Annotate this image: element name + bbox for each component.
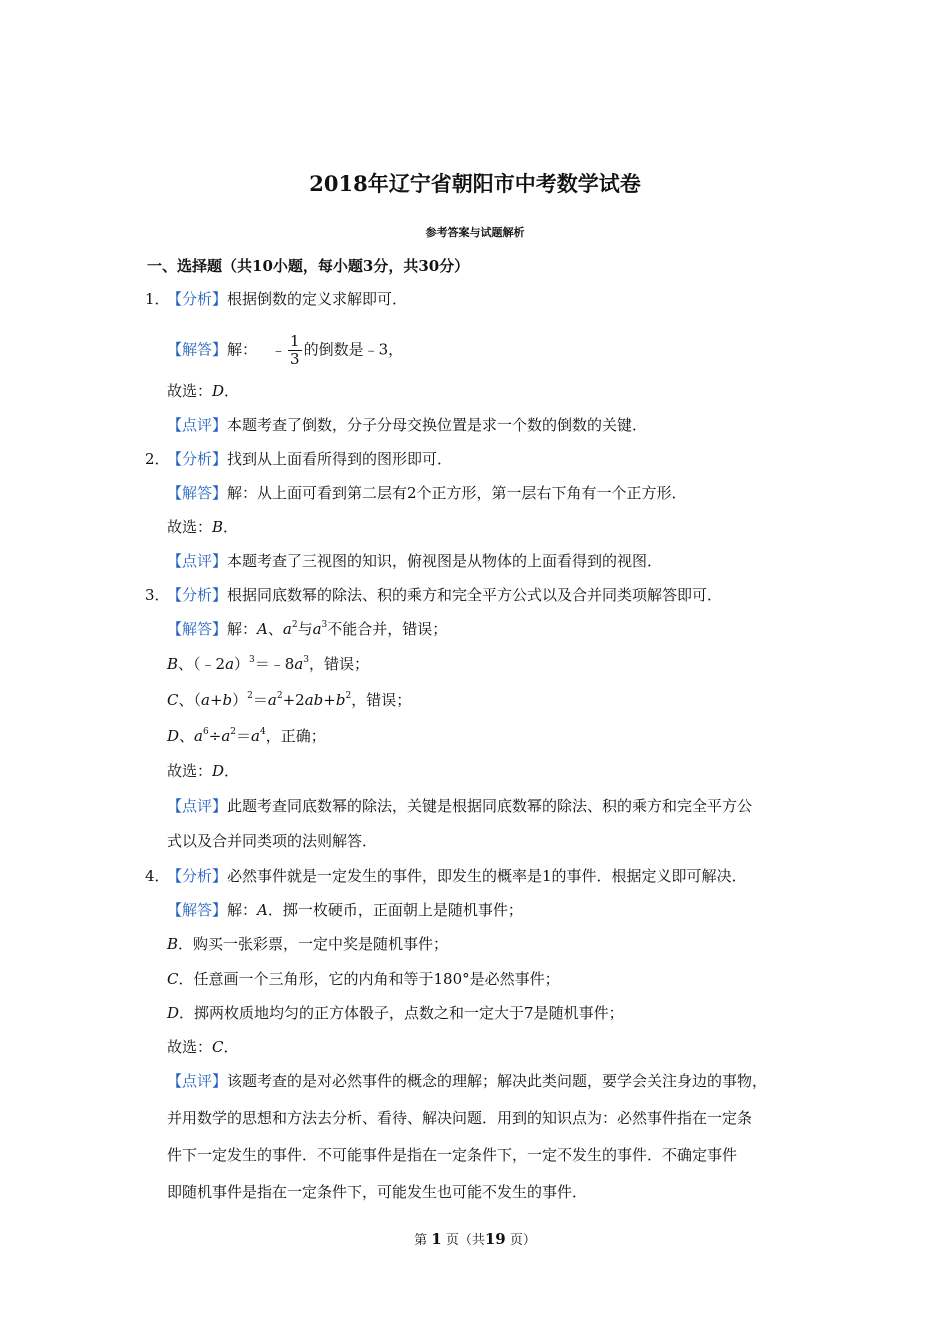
q3-answer-a bbox=[167, 619, 447, 639]
q3-analysis-text: 根据同底数幂的除法、积的乘方和完全平方公式以及合并同类项解答即可． bbox=[227, 586, 723, 604]
q3-answer-d bbox=[167, 726, 326, 746]
variable: a bbox=[312, 620, 322, 638]
exponent: 3 bbox=[303, 655, 310, 665]
option-letter: B bbox=[167, 935, 179, 953]
variable: a bbox=[194, 727, 203, 745]
q3-choice bbox=[167, 761, 239, 781]
q4-analysis bbox=[145, 866, 747, 886]
q2-number: 2． bbox=[145, 450, 170, 468]
fraction-numerator: 1 bbox=[290, 332, 300, 350]
comment-tag: 【点评】 bbox=[167, 1072, 228, 1090]
q1-number: 1． bbox=[145, 290, 170, 308]
exponent: 2 bbox=[230, 727, 236, 737]
q4-comment-text-2: 并用数学的思想和方法去分析、看待、解决问题．用到的知识点为：必然事件指在一定条 bbox=[167, 1109, 753, 1127]
text: ，正确； bbox=[265, 727, 326, 745]
q4-comment-cont-3 bbox=[167, 1182, 587, 1202]
q4-comment-text: 该题考查的是对必然事件的概念的理解；解决此类问题，要学会关注身边的事物， bbox=[227, 1072, 768, 1090]
q1-comment bbox=[167, 415, 647, 435]
exponent: 6 bbox=[203, 727, 209, 737]
page-number: 1 bbox=[431, 1230, 442, 1248]
text: ．掷两枚质地均匀的正方体骰子，点数之和一定大于7是随机事件； bbox=[179, 1004, 624, 1022]
q3-answer-c bbox=[167, 690, 411, 710]
q4-analysis-text: 必然事件就是一定发生的事件，即发生的概率是1的事件．根据定义即可解决． bbox=[227, 867, 747, 885]
q2-comment-text: 本题考查了三视图的知识，俯视图是从物体的上面看得到的视图． bbox=[227, 552, 663, 570]
q3-number: 3． bbox=[145, 586, 170, 604]
fraction-one-third bbox=[288, 333, 302, 368]
section-heading: 一、选择题（共10小题，每小题3分，共30分） bbox=[147, 257, 470, 275]
choose-end: ． bbox=[224, 382, 240, 400]
q1-answer-suffix: 的倒数是﹣3， bbox=[303, 340, 404, 359]
variable: a bbox=[225, 655, 235, 673]
choose-prefix: 故选： bbox=[167, 762, 213, 780]
comment-tag: 【点评】 bbox=[167, 797, 228, 815]
option-letter: A bbox=[257, 901, 268, 919]
q4-number: 4． bbox=[145, 867, 170, 885]
variable: a bbox=[251, 727, 260, 745]
exponent: 2 bbox=[276, 691, 283, 701]
analysis-tag: 【分析】 bbox=[167, 867, 228, 885]
fraction-denominator: 3 bbox=[290, 350, 300, 368]
q1-minus: ﹣ bbox=[271, 340, 287, 359]
text: + bbox=[323, 691, 336, 709]
q4-answer-c bbox=[167, 969, 560, 989]
variable: b bbox=[335, 691, 346, 709]
q1-comment-text: 本题考查了倒数，分子分母交换位置是求一个数的倒数的关键． bbox=[227, 416, 648, 434]
choose-end: ． bbox=[224, 762, 240, 780]
choice-letter: C bbox=[212, 1038, 224, 1056]
q3-comment-text: 此题考查同底数幂的除法，关键是根据同底数幂的除法、积的乘方和完全平方公 bbox=[227, 797, 753, 815]
q2-comment bbox=[167, 551, 662, 571]
variable: b bbox=[222, 691, 233, 709]
choice-letter: B bbox=[212, 518, 224, 536]
exponent: 2 bbox=[247, 691, 253, 701]
footer-text: 页） bbox=[509, 1233, 536, 1248]
q4-answer-b bbox=[167, 934, 448, 954]
answer-tag: 【解答】 bbox=[167, 340, 228, 359]
q3-answer-b bbox=[167, 654, 369, 674]
choose-prefix: 故选： bbox=[167, 1038, 213, 1056]
text: 、（ bbox=[178, 691, 201, 709]
text: +2 bbox=[282, 691, 305, 709]
analysis-tag: 【分析】 bbox=[167, 450, 228, 468]
q3-comment-text-2: 式以及合并同类项的法则解答． bbox=[167, 832, 378, 850]
option-letter: A bbox=[257, 620, 268, 638]
choice-letter: D bbox=[212, 762, 225, 780]
variable: a bbox=[267, 691, 277, 709]
comment-tag: 【点评】 bbox=[167, 552, 228, 570]
text: ＝ bbox=[236, 727, 252, 745]
text: 、（﹣2 bbox=[178, 655, 226, 673]
choose-end: ． bbox=[223, 1038, 239, 1056]
answer-tag: 【解答】 bbox=[167, 901, 228, 919]
text: ，错误； bbox=[309, 655, 370, 673]
text: ÷ bbox=[208, 727, 222, 745]
page-title: 2018年辽宁省朝阳市中考数学试卷 bbox=[309, 171, 641, 196]
q2-answer bbox=[167, 483, 687, 503]
variable: a bbox=[282, 620, 292, 638]
choose-prefix: 故选： bbox=[167, 382, 213, 400]
q4-comment bbox=[167, 1071, 767, 1091]
variable: a bbox=[294, 655, 304, 673]
exponent: 2 bbox=[345, 691, 352, 701]
exponent: 2 bbox=[291, 620, 298, 630]
analysis-tag: 【分析】 bbox=[167, 586, 228, 604]
q1-answer bbox=[167, 333, 403, 368]
option-letter: B bbox=[167, 655, 179, 673]
q2-analysis bbox=[145, 449, 452, 469]
q4-answer-a bbox=[167, 900, 523, 920]
q2-choice bbox=[167, 517, 238, 537]
text: ．购买一张彩票，一定中奖是随机事件； bbox=[178, 935, 449, 953]
text: ．掷一枚硬币，正面朝上是随机事件； bbox=[267, 901, 523, 919]
total-pages: 19 bbox=[484, 1230, 506, 1248]
text: + bbox=[209, 691, 223, 709]
q4-comment-cont-1 bbox=[167, 1108, 752, 1128]
text: 解： bbox=[227, 620, 258, 638]
exponent: 3 bbox=[249, 655, 255, 665]
q1-choice bbox=[167, 381, 239, 401]
q4-comment-text-3: 件下一定发生的事件．不可能事件是指在一定条件下，一定不发生的事件．不确定事件 bbox=[167, 1146, 738, 1164]
choose-end: ． bbox=[223, 518, 239, 536]
variable: a bbox=[201, 691, 210, 709]
q2-analysis-text: 找到从上面看所得到的图形即可． bbox=[227, 450, 453, 468]
text: 、 bbox=[267, 620, 283, 638]
q3-comment bbox=[167, 796, 752, 816]
text: ） bbox=[234, 655, 250, 673]
q1-analysis-text: 根据倒数的定义求解即可． bbox=[227, 290, 408, 308]
q2-answer-text: 解：从上面可看到第二层有2个正方形，第一层右下角有一个正方形． bbox=[227, 484, 687, 502]
option-letter: D bbox=[167, 727, 180, 745]
footer-text: 第 bbox=[414, 1233, 428, 1248]
choice-letter: D bbox=[212, 382, 225, 400]
exponent: 3 bbox=[321, 620, 328, 630]
text: 不能合并，错误； bbox=[327, 620, 448, 638]
text: ） bbox=[232, 691, 248, 709]
q4-comment-cont-2 bbox=[167, 1145, 737, 1165]
q1-analysis bbox=[145, 289, 407, 309]
q1-answer-prefix: 解： bbox=[227, 340, 258, 359]
text: ，错误； bbox=[351, 691, 412, 709]
option-letter: C bbox=[167, 970, 179, 988]
text: 与 bbox=[297, 620, 313, 638]
text: 解： bbox=[227, 901, 258, 919]
choose-prefix: 故选： bbox=[167, 518, 213, 536]
comment-tag: 【点评】 bbox=[167, 416, 228, 434]
q4-choice bbox=[167, 1037, 239, 1057]
option-letter: C bbox=[167, 691, 179, 709]
q3-comment-cont bbox=[167, 831, 377, 851]
page-footer bbox=[0, 1230, 950, 1250]
answer-tag: 【解答】 bbox=[167, 620, 228, 638]
variable: ab bbox=[304, 691, 324, 709]
text: ＝﹣8 bbox=[254, 655, 295, 673]
exponent: 4 bbox=[259, 727, 266, 737]
page-subtitle: 参考答案与试题解析 bbox=[425, 226, 525, 239]
analysis-tag: 【分析】 bbox=[167, 290, 228, 308]
text: 、 bbox=[179, 727, 195, 745]
answer-tag: 【解答】 bbox=[167, 484, 228, 502]
q4-comment-text-4: 即随机事件是指在一定条件下，可能发生也可能不发生的事件． bbox=[167, 1183, 588, 1201]
text: ＝ bbox=[252, 691, 268, 709]
footer-text: 页（共 bbox=[445, 1233, 485, 1248]
q3-analysis bbox=[145, 585, 722, 605]
option-letter: D bbox=[167, 1004, 180, 1022]
text: ．任意画一个三角形，它的内角和等于180°是必然事件； bbox=[178, 970, 560, 988]
q4-answer-d bbox=[167, 1003, 624, 1023]
variable: a bbox=[221, 727, 231, 745]
